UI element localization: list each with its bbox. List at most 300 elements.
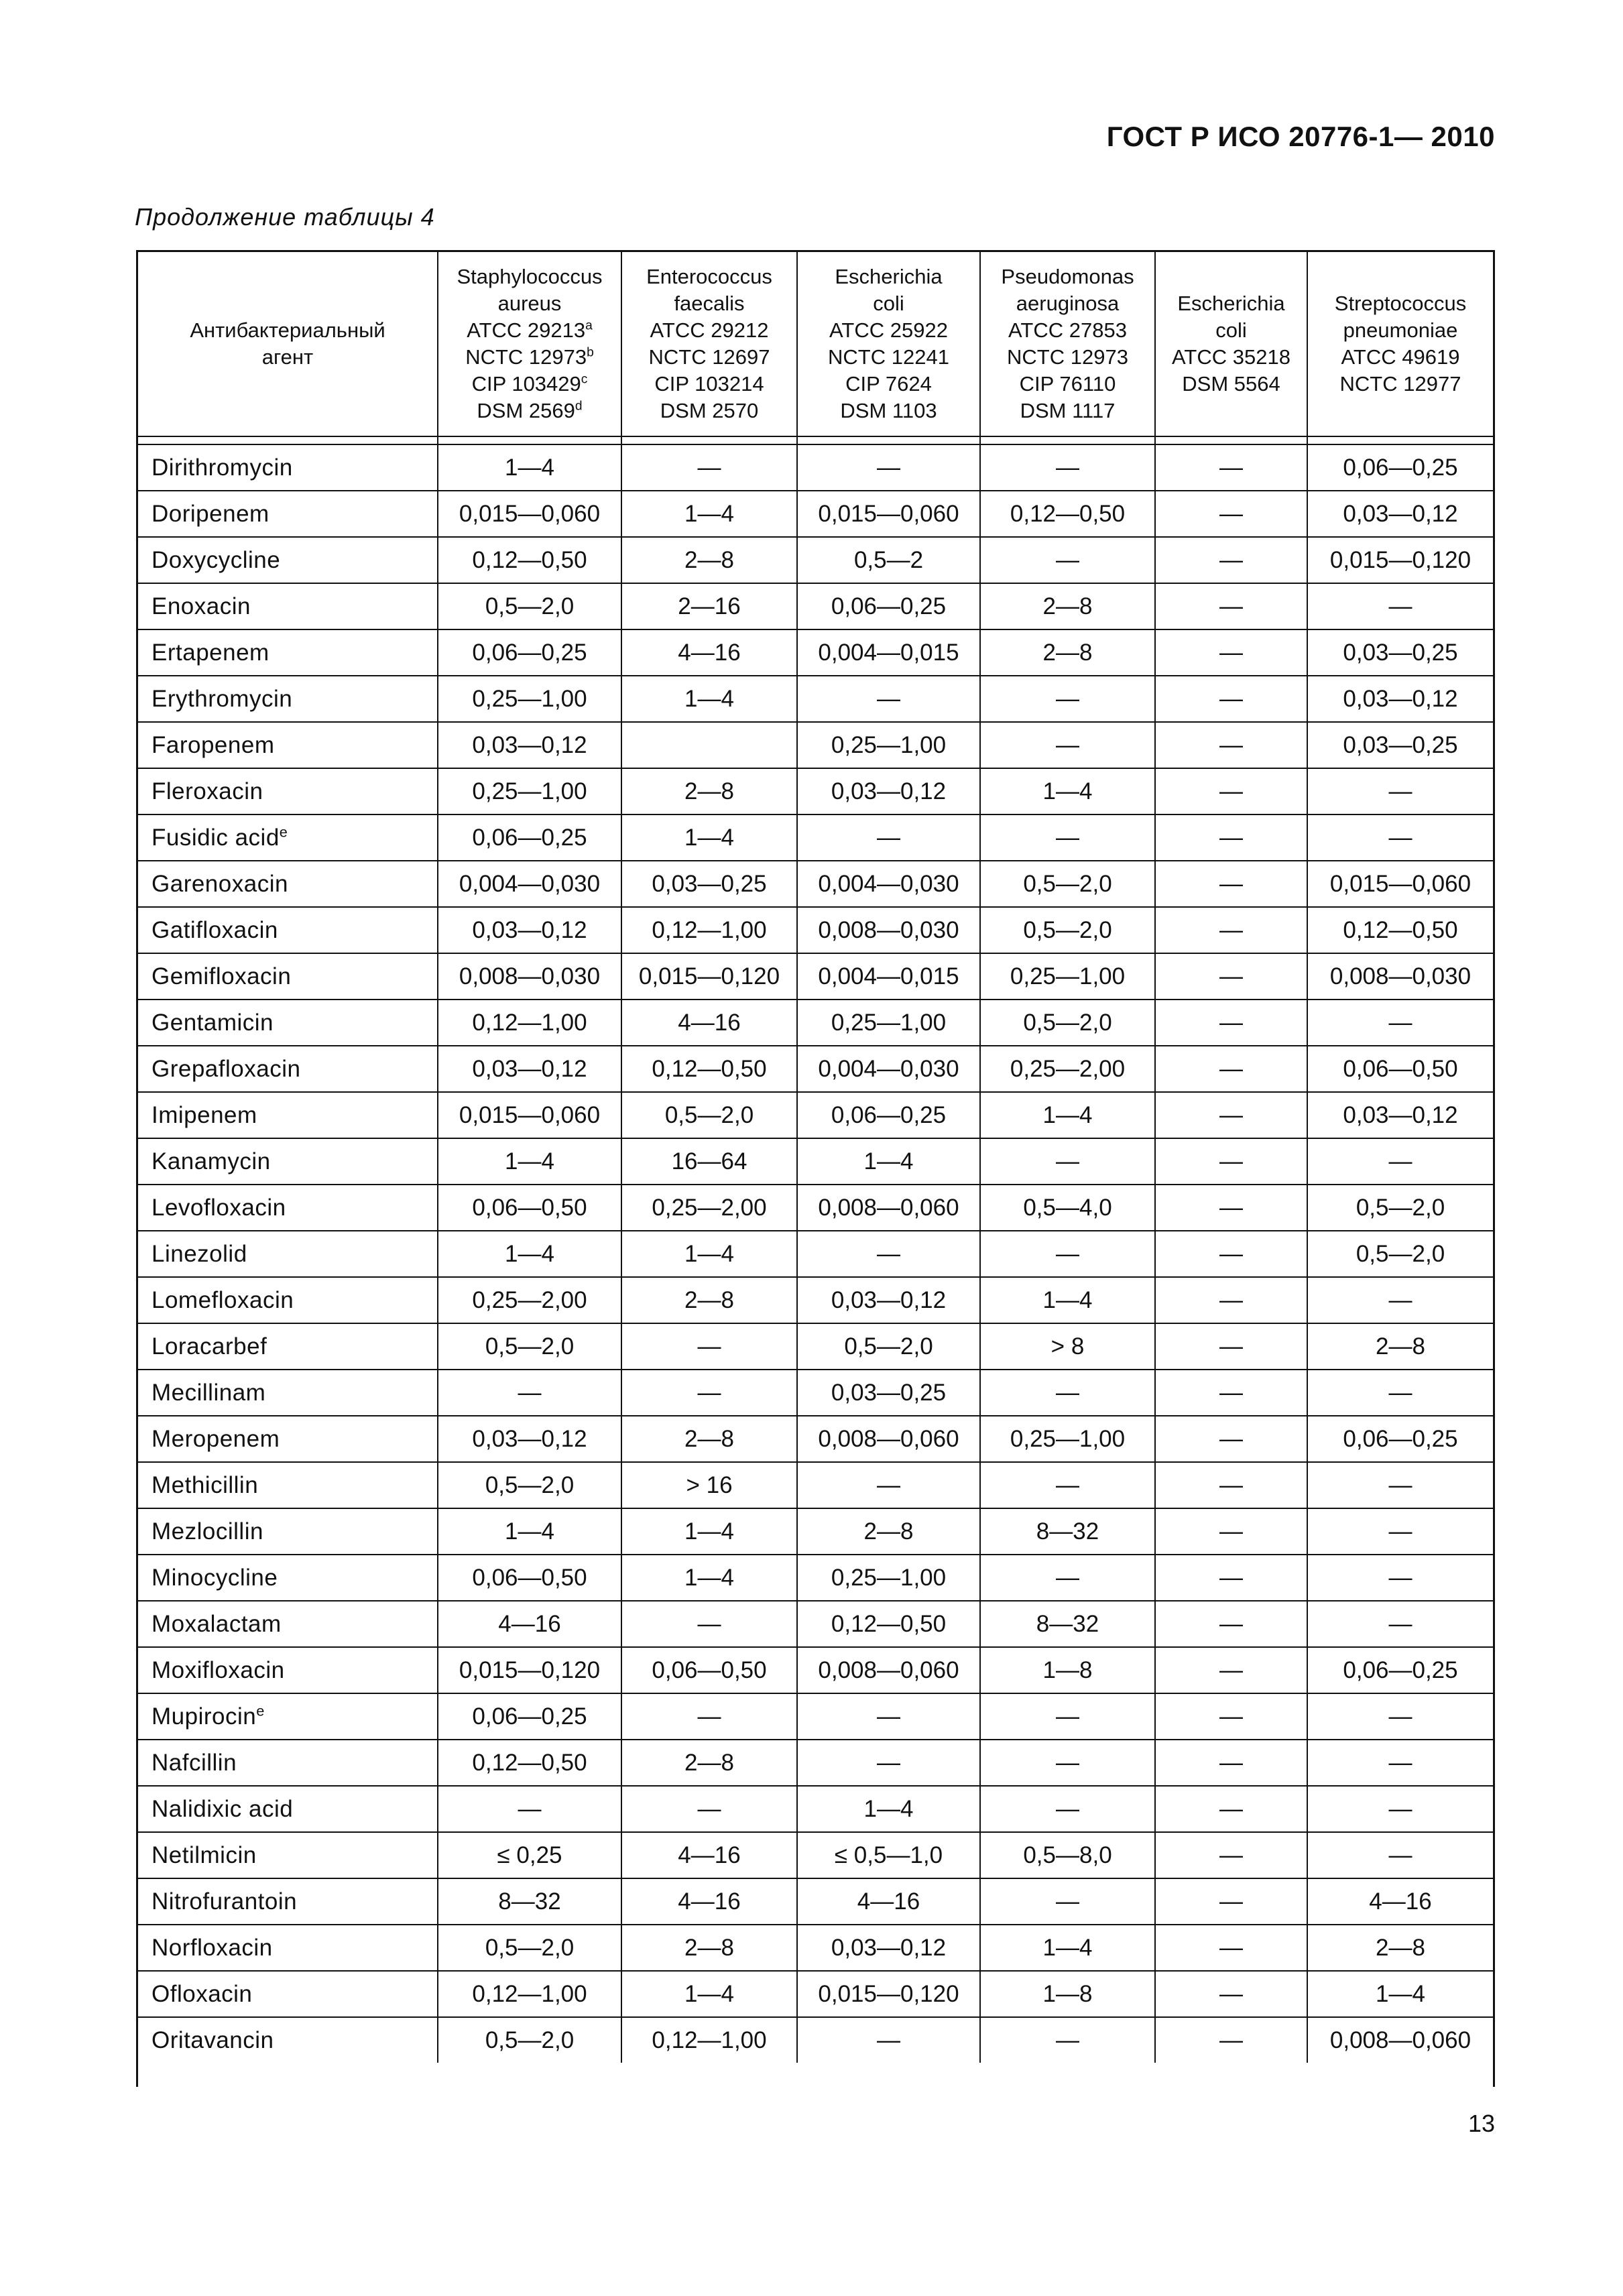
mic-range-cell: — [1307,1601,1493,1647]
mic-range-cell: — [980,1878,1155,1925]
mic-range-cell: 0,25—1,00 [980,953,1155,1000]
mic-range-cell: 0,25—1,00 [797,722,980,768]
table-row [138,953,1493,1000]
agent-name-cell: Ertapenem [138,629,438,676]
mic-range-cell: 1—4 [980,1092,1155,1138]
mic-range-cell: 0,12—1,00 [438,1000,621,1046]
table-row [138,814,1493,861]
agent-name-cell: Nafcillin [138,1740,438,1786]
mic-range-cell: 0,06—0,50 [621,1647,797,1693]
agent-name-cell: Mecillinam [138,1370,438,1416]
mic-range-cell: 1—4 [980,1277,1155,1323]
mic-range-cell: 2—8 [621,1416,797,1462]
organism-header-line: DSM 1117 [1020,399,1116,422]
mic-range-cell: 0,5—4,0 [980,1185,1155,1231]
mic-range-cell: 1—4 [980,768,1155,814]
table-row [138,1693,1493,1740]
organism-header-line: ATCC 35218 [1172,345,1290,369]
organism-header-line: ATCC 27853 [1008,318,1127,342]
mic-range-cell: 0,008—0,030 [438,953,621,1000]
table-row [138,1878,1493,1925]
mic-range-cell: — [621,1786,797,1832]
mic-range-cell: 0,5—2,0 [980,861,1155,907]
header-separator-row [138,436,1493,444]
agent-name-cell: Enoxacin [138,583,438,629]
mic-range-cell: 0,5—2,0 [1307,1185,1493,1231]
mic-range-cell: 0,12—1,00 [621,907,797,953]
agent-name-cell: Meropenem [138,1416,438,1462]
mic-range-cell: 0,5—2,0 [438,583,621,629]
mic-range-cell: — [1307,1000,1493,1046]
organism-header-line: aureus [497,292,562,315]
agent-name-cell: Linezolid [138,1231,438,1277]
table-row [138,444,1493,491]
mic-range-cell: 0,06—0,25 [438,629,621,676]
agent-name-cell: Garenoxacin [138,861,438,907]
table-row [138,537,1493,583]
agent-name-cell: Grepafloxacin [138,1046,438,1092]
table-row [138,676,1493,722]
agent-name-cell: Loracarbef [138,1323,438,1370]
mic-range-cell: — [1155,629,1307,676]
mic-range-cell: — [438,1786,621,1832]
mic-range-cell: 0,25—2,00 [621,1185,797,1231]
organism-header-line: ATCC 29212 [650,318,769,342]
table-row [138,1832,1493,1878]
mic-range-cell: 4—16 [621,1832,797,1878]
table-caption: Продолжение таблицы 4 [135,203,435,231]
mic-range-cell: ≤ 0,5—1,0 [797,1832,980,1878]
mic-range-cell: 1—4 [1307,1971,1493,2017]
standard-code: ГОСТ Р ИСО 20776-1— 2010 [1106,121,1495,152]
mic-range-cell: — [1307,768,1493,814]
table-row [138,1601,1493,1647]
organism-header-line: DSM 5564 [1182,372,1280,396]
agent-name-cell: Minocycline [138,1555,438,1601]
mic-range-cell: 2—8 [980,583,1155,629]
agent-name-cell: Dirithromycin [138,444,438,491]
organism-header-line: CIP 76110 [1019,372,1116,396]
organism-header-line: CIP 103214 [654,372,764,396]
agent-name-cell: Mezlocillin [138,1508,438,1555]
mic-range-cell: — [1155,1647,1307,1693]
agent-name-cell: Nitrofurantoin [138,1878,438,1925]
agent-header-line-2: агент [261,345,314,369]
footnote-marker: d [575,399,583,414]
agent-name-cell: Gemifloxacin [138,953,438,1000]
organism-header-line: NCTC 12241 [828,345,949,369]
mic-range-cell: — [1307,1370,1493,1416]
agent-name-cell: Levofloxacin [138,1185,438,1231]
organism-header-line: DSM 1103 [840,399,937,422]
mic-range-cell: — [980,1740,1155,1786]
mic-range-cell: 1—4 [438,1138,621,1185]
mic-range-cell: 0,5—2,0 [438,1323,621,1370]
mic-range-cell: 2—8 [797,1508,980,1555]
mic-range-cell: — [980,1138,1155,1185]
mic-range-cell: — [1307,1740,1493,1786]
organism-column-header [797,252,980,436]
mic-range-cell: — [1307,814,1493,861]
mic-range-cell: — [980,1693,1155,1740]
mic-range-cell: 0,03—0,12 [797,1925,980,1971]
mic-range-cell: 2—8 [621,768,797,814]
mic-range-cell: 1—4 [621,1231,797,1277]
mic-range-cell: 0,25—1,00 [980,1416,1155,1462]
agent-name-cell: Doripenem [138,491,438,537]
organism-header-line: pneumoniae [1343,318,1458,342]
agent-name-cell: Gentamicin [138,1000,438,1046]
mic-range-cell: 0,015—0,060 [438,1092,621,1138]
mic-range-cell: — [1155,1878,1307,1925]
table-row [138,722,1493,768]
mic-range-cell: — [797,444,980,491]
footnote-marker: b [587,345,594,360]
mic-range-cell: — [1155,491,1307,537]
mic-range-cell: — [980,2017,1155,2063]
mic-range-cell: 0,06—0,25 [438,814,621,861]
mic-range-cell: 0,004—0,030 [438,861,621,907]
mic-range-cell: 0,5—2,0 [980,907,1155,953]
agent-name-cell: Fusidic acid$^e$ [138,814,438,861]
mic-range-cell: 0,008—0,060 [797,1647,980,1693]
table-row [138,1092,1493,1138]
footnote-marker: c [581,372,588,387]
table-row [138,629,1493,676]
mic-range-cell: — [980,1231,1155,1277]
mic-range-cell: — [797,2017,980,2063]
mic-range-cell: 1—4 [621,491,797,537]
mic-range-cell: 2—8 [621,537,797,583]
table-row [138,1000,1493,1046]
table-row [138,1277,1493,1323]
organism-header-line: coli [873,292,904,315]
footnote-marker: e [279,823,288,840]
mic-range-cell: 0,03—0,12 [1307,491,1493,537]
mic-range-cell: 0,03—0,25 [1307,629,1493,676]
mic-range-cell: — [1155,444,1307,491]
table-row [138,1138,1493,1185]
mic-range-cell: — [1155,1786,1307,1832]
mic-range-cell: 8—32 [980,1508,1155,1555]
organism-header-line: faecalis [674,292,745,315]
mic-range-cell: 0,015—0,060 [797,491,980,537]
mic-range-cell: — [980,1555,1155,1601]
table-row [138,861,1493,907]
organism-header-line: NCTC 12973$^b$ [465,345,594,369]
agent-name-cell: Lomefloxacin [138,1277,438,1323]
mic-range-cell: 8—32 [438,1878,621,1925]
mic-range-cell: — [980,814,1155,861]
mic-range-cell: 1—4 [438,1231,621,1277]
mic-range-cell: — [1307,1555,1493,1601]
mic-range-cell: — [1155,1416,1307,1462]
mic-range-cell: 0,004—0,015 [797,629,980,676]
mic-range-cell: ≤ 0,25 [438,1832,621,1878]
mic-range-cell: 4—16 [621,1878,797,1925]
organism-column-header [621,252,797,436]
mic-range-cell: 0,5—2,0 [621,1092,797,1138]
mic-range-cell: 0,03—0,25 [797,1370,980,1416]
organism-header-line: coli [1215,318,1247,342]
table-row [138,583,1493,629]
footnote-marker: e [256,1701,265,1719]
mic-range-cell: 2—8 [621,1925,797,1971]
table-row [138,907,1493,953]
mic-range-cell: — [1155,1323,1307,1370]
mic-range-cell: 4—16 [621,629,797,676]
agent-name-cell: Doxycycline [138,537,438,583]
organism-header-line: ATCC 25922 [829,318,948,342]
mic-range-cell: 16—64 [621,1138,797,1185]
mic-range-cell: 0,004—0,030 [797,861,980,907]
mic-range-cell: 1—8 [980,1647,1155,1693]
mic-range-cell: — [1155,861,1307,907]
organism-header-line: ATCC 29213$^a$ [467,318,593,342]
mic-range-cell: 0,03—0,12 [438,907,621,953]
mic-range-cell: 0,25—1,00 [797,1555,980,1601]
mic-range-cell: — [1155,2017,1307,2063]
mic-range-cell: 0,12—0,50 [980,491,1155,537]
mic-range-cell: 0,5—2,0 [797,1323,980,1370]
organism-header-line: Escherichia [835,265,943,288]
mic-range-cell: — [980,537,1155,583]
agent-name-cell: Moxifloxacin [138,1647,438,1693]
mic-range-cell: 0,12—0,50 [438,1740,621,1786]
mic-range-cell: 1—8 [980,1971,1155,2017]
mic-range-cell: — [797,814,980,861]
agent-name-cell: Erythromycin [138,676,438,722]
table-row [138,1647,1493,1693]
mic-range-cell: — [980,1370,1155,1416]
mic-range-cell: 8—32 [980,1601,1155,1647]
mic-range-cell: 0,015—0,060 [438,491,621,537]
agent-column-header [138,252,438,436]
agent-name-cell: Imipenem [138,1092,438,1138]
mic-range-cell: 0,015—0,120 [438,1647,621,1693]
mic-range-cell: 2—8 [980,629,1155,676]
mic-range-cell: — [621,444,797,491]
mic-range-cell: 4—16 [797,1878,980,1925]
mic-range-cell: 0,015—0,060 [1307,861,1493,907]
mic-range-cell: 1—4 [621,814,797,861]
mic-range-cell: — [980,722,1155,768]
mic-range-cell: 0,25—2,00 [980,1046,1155,1092]
agent-name-cell: Ofloxacin [138,1971,438,2017]
mic-range-cell: 0,06—0,25 [438,1693,621,1740]
organism-header-line: Pseudomonas [1001,265,1134,288]
mic-range-cell: 0,03—0,12 [1307,676,1493,722]
table-row [138,1046,1493,1092]
agent-name-cell: Oritavancin [138,2017,438,2063]
mic-range-cell: — [1307,1277,1493,1323]
mic-range-cell: 0,03—0,25 [1307,722,1493,768]
mic-range-cell: 0,03—0,25 [621,861,797,907]
mic-range-cell: — [1155,1092,1307,1138]
mic-range-cell: 1—4 [621,1555,797,1601]
mic-range-cell: — [1155,1832,1307,1878]
organism-header-line: NCTC 12697 [648,345,770,369]
mic-range-cell: — [1155,1000,1307,1046]
mic-range-cell: 0,25—1,00 [438,676,621,722]
mic-range-cell: — [1155,1601,1307,1647]
mic-range-cell: — [621,1693,797,1740]
mic-range-cell: — [1155,537,1307,583]
table-row [138,1925,1493,1971]
mic-range-cell: — [1155,1370,1307,1416]
mic-range-cell: — [1155,1693,1307,1740]
mic-range-cell: — [797,1740,980,1786]
organism-header-line: Staphylococcus [457,265,603,288]
agent-name-cell: Nalidixic acid [138,1786,438,1832]
table-row [138,2017,1493,2063]
mic-range-cell: > 8 [980,1323,1155,1370]
mic-range-cell: — [1155,1185,1307,1231]
mic-range-cell: 2—16 [621,583,797,629]
mic-range-cell: — [797,1231,980,1277]
agent-name-cell: Moxalactam [138,1601,438,1647]
organism-header-line: DSM 2569$^d$ [477,399,583,422]
mic-range-cell: 1—4 [621,676,797,722]
mic-table-container [136,250,1495,2087]
mic-range-cell: 0,06—0,25 [1307,444,1493,491]
mic-range-cell: 0,5—2,0 [438,1462,621,1508]
mic-range-cell: > 16 [621,1462,797,1508]
mic-range-cell: 0,004—0,030 [797,1046,980,1092]
mic-range-cell: 0,06—0,25 [797,583,980,629]
mic-range-cell: — [980,1786,1155,1832]
mic-range-cell: 0,03—0,12 [797,1277,980,1323]
mic-range-cell: — [980,1462,1155,1508]
mic-range-cell: 1—4 [980,1925,1155,1971]
table-row [138,1555,1493,1601]
mic-range-cell: 0,06—0,50 [438,1555,621,1601]
organism-column-header [1307,252,1493,436]
mic-range-cell: — [1155,1231,1307,1277]
mic-range-cell: 0,03—0,12 [438,1416,621,1462]
mic-range-cell: 1—4 [621,1971,797,2017]
mic-range-cell: 0,25—1,00 [438,768,621,814]
agent-header-line-1: Антибактериальный [190,318,385,342]
mic-range-cell: 0,03—0,12 [438,1046,621,1092]
mic-range-cell: — [1307,1832,1493,1878]
mic-range-cell: 0,008—0,030 [797,907,980,953]
mic-range-cell: — [797,676,980,722]
mic-range-cell: 0,06—0,50 [438,1185,621,1231]
agent-name-cell: Netilmicin [138,1832,438,1878]
mic-range-cell: 0,06—0,25 [1307,1647,1493,1693]
mic-range-cell: — [1155,814,1307,861]
mic-range-cell: 1—4 [621,1508,797,1555]
mic-range-cell: — [1155,1925,1307,1971]
mic-range-cell: 0,008—0,060 [797,1416,980,1462]
table-row [138,1231,1493,1277]
mic-range-cell: 4—16 [438,1601,621,1647]
mic-range-cell: — [621,1601,797,1647]
table-row [138,1971,1493,2017]
mic-range-cell: 1—4 [438,1508,621,1555]
table-row [138,1323,1493,1370]
table-body [138,436,1493,2063]
mic-range-cell: — [1155,907,1307,953]
table-row [138,1416,1493,1462]
mic-range-cell: 1—4 [797,1786,980,1832]
agent-name-cell: Fleroxacin [138,768,438,814]
mic-range-cell: — [1155,583,1307,629]
mic-range-cell: 0,03—0,12 [1307,1092,1493,1138]
mic-range-cell: 0,06—0,50 [1307,1046,1493,1092]
table-row [138,1370,1493,1416]
mic-range-cell: — [1155,1508,1307,1555]
mic-range-cell: 0,12—0,50 [1307,907,1493,953]
mic-range-cell: — [621,1323,797,1370]
mic-range-cell: — [1307,1693,1493,1740]
mic-range-cell: — [797,1693,980,1740]
organism-header-line: Enterococcus [646,265,772,288]
mic-range-cell: — [1155,768,1307,814]
organism-header-line: Escherichia [1177,292,1285,315]
mic-range-cell [621,722,797,768]
mic-range-cell: 0,25—2,00 [438,1277,621,1323]
agent-name-cell: Gatifloxacin [138,907,438,953]
mic-table [138,252,1493,2063]
mic-range-cell: 0,015—0,120 [1307,537,1493,583]
mic-range-cell: — [1155,676,1307,722]
agent-name-cell: Faropenem [138,722,438,768]
table-row [138,1740,1493,1786]
table-row [138,1462,1493,1508]
mic-range-cell: — [1155,1138,1307,1185]
mic-range-cell: 0,008—0,060 [1307,2017,1493,2063]
organism-column-header [438,252,621,436]
organism-header-line: DSM 2570 [660,399,759,422]
mic-range-cell: 1—4 [797,1138,980,1185]
mic-range-cell: 4—16 [621,1000,797,1046]
mic-range-cell: 0,004—0,015 [797,953,980,1000]
agent-name-cell: Mupirocin$^e$ [138,1693,438,1740]
mic-range-cell: — [1155,1046,1307,1092]
mic-range-cell: — [797,1462,980,1508]
mic-range-cell: — [1307,1786,1493,1832]
mic-range-cell: 0,12—1,00 [438,1971,621,2017]
table-header-row [138,252,1493,436]
mic-range-cell: — [1155,1740,1307,1786]
mic-range-cell: — [980,444,1155,491]
mic-range-cell: 0,008—0,060 [797,1185,980,1231]
mic-range-cell: — [1307,1508,1493,1555]
mic-range-cell: 0,5—8,0 [980,1832,1155,1878]
mic-range-cell: — [1307,583,1493,629]
mic-range-cell: — [621,1370,797,1416]
mic-range-cell: — [1155,722,1307,768]
mic-range-cell: 2—8 [621,1740,797,1786]
organism-header-line: CIP 103429$^c$ [471,372,588,396]
organism-header-line: NCTC 12977 [1339,372,1461,396]
mic-range-cell: — [1307,1462,1493,1508]
organism-column-header [1155,252,1307,436]
mic-range-cell: — [1155,953,1307,1000]
agent-name-cell: Methicillin [138,1462,438,1508]
mic-range-cell: 2—8 [621,1277,797,1323]
mic-range-cell: 0,06—0,25 [797,1092,980,1138]
organism-column-header [980,252,1155,436]
table-row [138,1508,1493,1555]
mic-range-cell: 0,06—0,25 [1307,1416,1493,1462]
mic-range-cell: — [1155,1462,1307,1508]
mic-range-cell: 0,015—0,120 [621,953,797,1000]
mic-range-cell: 0,5—2,0 [1307,1231,1493,1277]
mic-range-cell: 0,5—2,0 [980,1000,1155,1046]
